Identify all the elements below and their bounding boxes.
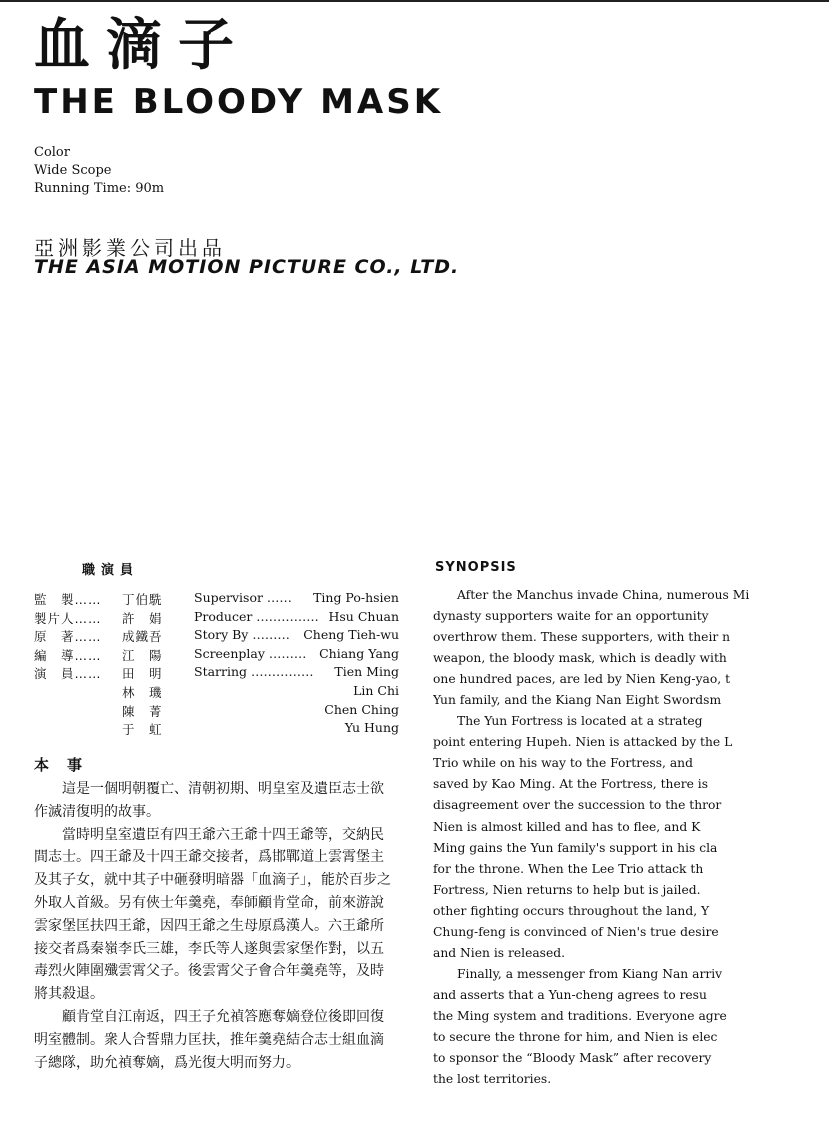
credit-name-zh: 許 娟 <box>122 610 163 626</box>
credit-name-zh: 江 陽 <box>122 647 163 663</box>
credit-row <box>34 627 399 646</box>
spec-format: Wide Scope <box>34 163 112 178</box>
credit-role-en: Story By ……… <box>194 627 290 643</box>
story-chinese <box>34 778 396 1074</box>
synopsis-line: Finally, a messenger from Kiang Nan arriv <box>457 966 723 981</box>
credit-role-en: Supervisor …… <box>194 590 292 605</box>
spec-running-time: Running Time: 90m <box>34 181 165 196</box>
credit-row <box>34 664 399 683</box>
story-heading: 本事 <box>34 756 101 774</box>
cast-crew-heading: 職演員 <box>82 563 140 578</box>
credit-row <box>34 646 399 665</box>
synopsis-line: the lost territories. <box>433 1072 552 1087</box>
credit-role-zh: 製片人…… <box>34 610 102 626</box>
story-paragraph: 當時明皇室遺臣有四王爺六王爺十四王爺等，交納民間志士。四王爺及十四王爺交接者，爲邯鄲道上雲霄堡主及其子女，就中其子中砸發明暗器「血滴子」，能於百步之外取人首級。另有俠士年羹堯，奉師顧肯堂命，前來游說雲家堡匡扶四王爺，因四王爺之生母原爲漢人。六王爺所接交者爲秦嶺李氏三雄，李氏等人遂與雲家堡作對，以五毒烈火陣圍殲雲霄父子。後雲霄父子會合年羹堯等，及時將其殺退。 <box>34 826 391 1003</box>
credit-name-en: Cheng Tieh-wu <box>303 627 399 643</box>
credit-name-en: Yu Hung <box>344 720 399 736</box>
synopsis-line: one hundred paces, are led by Nien Keng-yao, t <box>433 672 731 687</box>
synopsis-line: and asserts that a Yun-cheng agrees to resu <box>433 987 707 1002</box>
synopsis-line: point entering Hupeh. Nien is attacked by the L <box>433 735 733 750</box>
top-border <box>0 0 829 2</box>
synopsis-line: the Ming system and traditions. Everyone agre <box>433 1008 727 1023</box>
credit-name-zh: 成鐵吾 <box>122 629 163 645</box>
credit-role-zh: 監 製…… <box>34 592 102 607</box>
title-english: THE BLOODY MASK <box>34 82 444 122</box>
synopsis-line: The Yun Fortress is located at a strateg <box>457 714 703 729</box>
credit-row <box>34 590 399 609</box>
synopsis-line: Chung-feng is convinced of Nien's true desire <box>433 924 719 939</box>
credit-name-zh: 丁伯駪 <box>122 592 163 607</box>
story-paragraph: 這是一個明朝覆亡、清朝初期、明皇室及遺臣志士欲作滅清復明的故事。 <box>34 781 384 820</box>
credit-name-en: Chiang Yang <box>319 645 399 661</box>
synopsis-line: Trio while on his way to the Fortress, and <box>433 756 693 771</box>
credit-role-zh: 原 著…… <box>34 629 102 645</box>
company-name-english: THE ASIA MOTION PICTURE CO., LTD. <box>34 256 460 278</box>
company-name-chinese: 亞洲影業公司出品 <box>34 236 226 260</box>
credit-role-en: Producer …………… <box>194 608 319 624</box>
synopsis-line: weapon, the bloody mask, which is deadly with <box>433 651 727 666</box>
story-paragraph: 顧肯堂自江南返，四王子允禎答應奪嫡登位後即回復明室體制。衆人合誓鼎力匡扶，推年羹堯結合志士組血滴子總隊，助允禎奪嫡，爲光復大明而努力。 <box>34 1008 384 1071</box>
credit-name-en: Ting Po-hsien <box>313 590 399 605</box>
synopsis-text <box>433 585 829 1090</box>
credit-row <box>34 720 399 739</box>
credit-row <box>34 702 399 721</box>
synopsis-line: and Nien is released. <box>433 945 566 960</box>
credit-role-en: Screenplay ……… <box>194 645 307 661</box>
synopsis-line: disagreement over the succession to the thror <box>433 798 722 813</box>
synopsis-line: saved by Kao Ming. At the Fortress, there is <box>433 777 709 792</box>
synopsis-line: Nien is almost killed and has to flee, and K <box>433 819 701 834</box>
credit-name-en: Hsu Chuan <box>328 608 399 624</box>
synopsis-line: for the throne. When the Lee Trio attack th <box>433 861 704 876</box>
synopsis-line: Yun family, and the Kiang Nan Eight Swordsm <box>433 693 722 708</box>
synopsis-line: overthrow them. These supporters, with their n <box>433 630 731 645</box>
credit-name-en: Lin Chi <box>353 682 399 698</box>
synopsis-line: Ming gains the Yun family's support in his cla <box>433 840 718 855</box>
credit-role-zh: 編 導…… <box>34 647 102 663</box>
synopsis-line: After the Manchus invade China, numerous Mi <box>457 588 750 602</box>
credit-role-en: Starring …………… <box>194 664 314 680</box>
credit-row <box>34 683 399 702</box>
credit-name-zh: 于 虹 <box>122 722 163 738</box>
spec-color: Color <box>34 145 70 160</box>
credit-name-zh: 林 璣 <box>122 684 163 700</box>
credits-list <box>34 590 399 739</box>
synopsis-line: to secure the throne for him, and Nien is elec <box>433 1029 718 1044</box>
synopsis-line: to sponsor the “Bloody Mask” after recovery <box>433 1051 712 1066</box>
credit-role-zh: 演 員…… <box>34 666 102 682</box>
credit-name-en: Tien Ming <box>334 664 399 680</box>
credit-row <box>34 609 399 628</box>
title-chinese: 血滴子 <box>34 13 250 78</box>
credit-name-en: Chen Ching <box>324 701 399 717</box>
credit-name-zh: 田 明 <box>122 666 163 682</box>
synopsis-line: Fortress, Nien returns to help but is jailed. <box>433 882 701 897</box>
synopsis-line: other fighting occurs throughout the land, Y <box>433 903 710 918</box>
synopsis-heading: SYNOPSIS <box>435 560 517 575</box>
credit-name-zh: 陳 菁 <box>122 703 163 719</box>
film-specs <box>34 144 164 198</box>
synopsis-line: dynasty supporters waite for an opportunity <box>433 609 709 624</box>
